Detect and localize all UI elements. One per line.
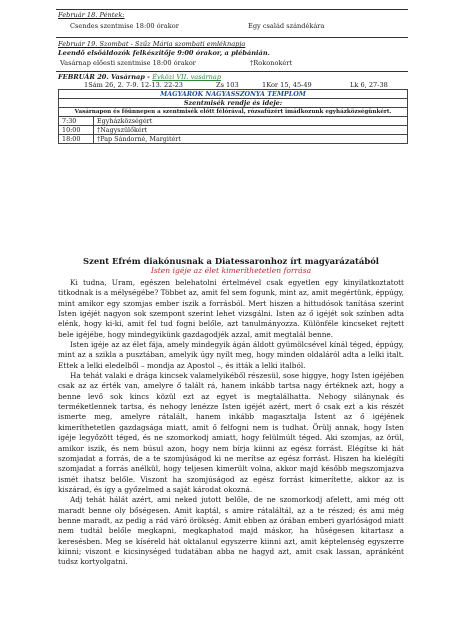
article-title: Szent Efrém diakónusnak a Diatessaronhoz írt magyarázatából [83, 256, 379, 266]
article-body [58, 278, 404, 568]
feb19-vigil-mass: Vasárnap előesti szentmise 18:00 órakor [60, 59, 196, 67]
article-subtitle: Isten igéje az élet kimeríthetetlen forrása [150, 266, 312, 275]
feb18-date: Február 18. Péntek: [58, 11, 125, 19]
divider [56, 37, 408, 38]
feb20-season: Évközi VII. vasárnap [152, 73, 222, 81]
table-row [59, 135, 408, 144]
feb20-heading: FEBRUÁR 20. Vasárnap - Évközi VII. vasárnap [58, 73, 222, 81]
reading-2: 1Kor 15, 45-49 [262, 81, 312, 89]
feb19-date: Február 19. Szombat - Szűz Mária szombati emléknapja [58, 40, 246, 48]
mass-intention: †Pap Sándorné, Margitért [94, 135, 408, 144]
mass-table [58, 89, 408, 144]
reading-1: 1Sám 26, 2. 7-9. 12-13. 22-23 [84, 81, 183, 89]
article-paragraph: Isten igéje az az élet fája, amely mindegyik ágán áldott gyümölcsével kínál téged, éppúgy, mint az a szikla a pusztában, amelyik úgy nyílt meg, hogy minden oldaláról adta a lelki italt. Ettek a lelki eledelből – mondja az Apostol –, és itták a lelki italból. [58, 340, 404, 370]
feb18-intention: Egy család szándékára [248, 22, 325, 30]
feb19-intention: †Rokonokért [250, 59, 293, 67]
reading-gospel: Lk 6, 27-38 [350, 81, 388, 89]
reading-psalm: Zs 103 [216, 81, 239, 89]
mass-time: 18:00 [59, 135, 94, 144]
rosary-note: Vasárnapon és főünnepen a szentmisék előtt félórával, rózsafüzért imádkozunk egyházközségünkért. [59, 108, 408, 117]
church-name: MAGYAROK NAGYASSZONYA TEMPLOM [59, 90, 408, 99]
mass-intention: Egyházközségért [94, 117, 408, 126]
divider [56, 71, 408, 72]
feb18-mass: Csendes szentmise 18:00 órakor [70, 22, 179, 30]
table-row [59, 117, 408, 126]
feb19-leader-line: Leendő elsőáldozók felkészítője 9:00 órakor, a plébánián. [58, 49, 270, 57]
feb20-date: FEBRUÁR 20. Vasárnap [58, 73, 145, 81]
mass-time: 7:30 [59, 117, 94, 126]
mass-intention: †Nagyszülőkért [94, 126, 408, 135]
article-paragraph: Ki tudna, Uram, egészen belehatolni értelmével csak egyetlen egy kinyilatkoztatott titkodnak is a mélységébe? Többet az, amit fel sem fogunk, mint az, amit megértünk, éppúgy, mint amikor egy szomjas ember iszik a forrásból. Mert hiszen a hittudósok tanítása szerint Isten igéjét nagyon sok szempont szerint lehet vizsgálni. Isten az ő igéjét sok színben adta elénk, hogy ki-ki, amit fel tud fogni belőle, azt tanulmányozza. Különféle kincseket rejtett bele igéjébe, hogy mindegyikünk gazdagodjék azzal, amit megtalál benne. [58, 278, 404, 339]
article-paragraph: Ha tehát valaki e drága kincsek valamelyikéből részesül, sose higgye, hogy Isten igéjében csak az az érték van, amelyre ő talált rá, hanem inkább tartsa nagy értéknek azt, hogy a benne levő sok kincs közül ezt az egyet is megtalálhatta. Nehogy silánynak és terméketlennek tartsa, és nehogy lenézze Isten igéjét azért, mert ő csak ezt a kis részét ismerte meg, amelyre rátalált, hanem inkább magasztalja Istent az ő igéjének kimeríthetetlen gazdagsága miatt, amit ő felfogni nem is tudhat. Örülj annak, hogy Isten igéje legyőzött téged, és ne szomorkodj amiatt, hogy felülmúlt téged. Aki szomjas, az örül, amikor iszik, és nem búsul azon, hogy nem bírja kiinni az egész forrást. Elégítse ki hát szomjadat a forrás, de a te szomjúságod ki ne merítse az egész forrást. Hiszen ha kielégíti szomjadat a forrás anélkül, hogy teljesen kimerült volna, akkor majd később megszomjazva ismét ihatsz belőle. Viszont ha szomjúságod az egész forrást kimerítette, akkor az is kiszárad, és így a győzelmed a saját károdat okozná. [58, 371, 404, 494]
mass-time: 10:00 [59, 126, 94, 135]
divider [56, 9, 408, 10]
table-row [59, 126, 408, 135]
mass-table-header: Szentmisék rendje és ideje: [59, 99, 408, 108]
article-paragraph: Adj tehát hálát azért, ami neked jutott belőle, de ne szomorkodj afelett, ami még ott maradt benne oly bőségesen. Amit kaptál, s amire rátaláltál, az a te részed; és ami még benne maradt, az pedig a rád váró örökség. Amit ebben az órában emberi gyarlóságod miatt nem tudtál belőle megkapni, megkaphatod majd máskor, ha hűségesen kitartasz a keresésben. Meg se kíséreld hát oktalanul egyszerre kiinni azt, amit képtelenség egyszerre kiinni; viszont e kicsinységed tudatában abba ne hagyd azt, amit csak lassan, apránként tudsz kortyolgatni. [58, 495, 404, 567]
